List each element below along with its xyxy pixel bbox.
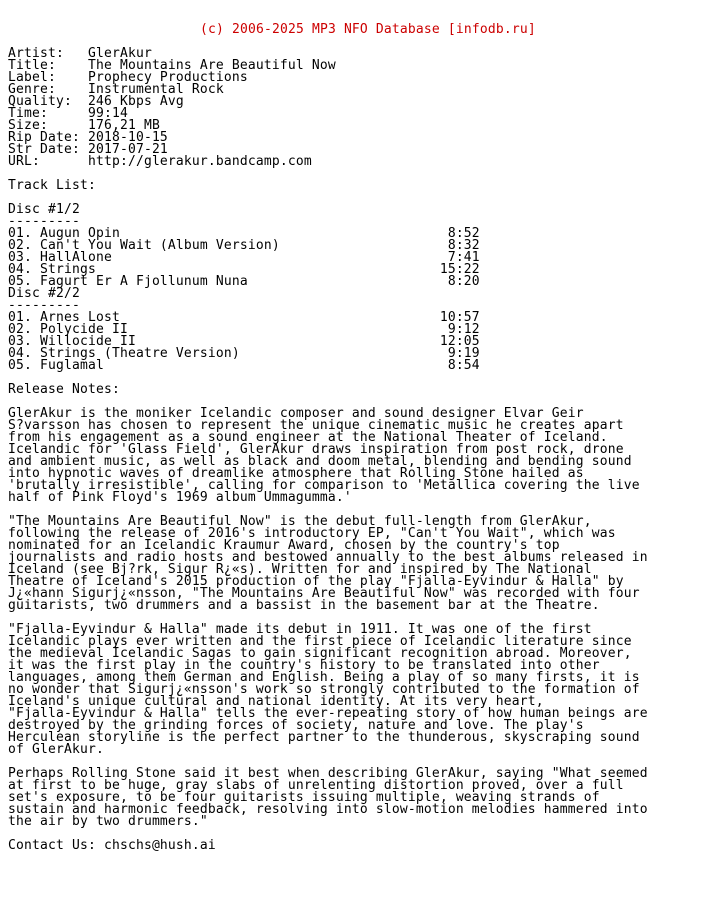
nfo-line: Herculean storyline is the perfect partner to the thunderous, skyscraping sound [8, 730, 640, 745]
nfo-line: 05. Fuglamal 8:54 [8, 358, 480, 373]
nfo-line [8, 192, 728, 204]
nfo-line: 03. Willocide II 12:05 [8, 334, 480, 349]
nfo-line: languages, among them German and English. Being a play of so many firsts, it is [8, 670, 640, 685]
nfo-line: the medieval Icelandic Sagas to gain significant recognition abroad. Moreover, [8, 646, 632, 661]
nfo-line: URL: http://glerakur.bandcamp.com [8, 154, 312, 169]
nfo-line: 01. Augun Opin 8:52 [8, 226, 480, 241]
nfo-line: and ambient music, as well as black and doom metal, blending and bending sound [8, 454, 632, 469]
nfo-line: from his engagement as a sound engineer at the National Theater of Iceland. [8, 430, 608, 445]
nfo-line: no wonder that Sigurj¿«nsson's work so strongly contributed to the formation of [8, 682, 640, 697]
nfo-line: the air by two drummers." [8, 814, 208, 829]
nfo-line: "The Mountains Are Beautiful Now" is the debut full-length from GlerAkur, [8, 514, 592, 529]
nfo-line: Artist: GlerAkur [8, 46, 152, 61]
nfo-line: Genre: Instrumental Rock [8, 82, 224, 97]
nfo-line: half of Pink Floyd's 1969 album Ummagumma.' [8, 490, 352, 505]
nfo-line: set's exposure, to be four guitarists issuing multiple, weaving strands of [8, 790, 600, 805]
nfo-line: Disc #1/2 [8, 202, 80, 217]
nfo-line: into hypnotic waves of dreamlike atmosphere that Rolling Stone hailed as [8, 466, 584, 481]
nfo-line: 01. Arnes Lost 10:57 [8, 310, 480, 325]
nfo-line: Theatre of Iceland's 2015 production of the play "Fjalla-Eyvindur & Halla" by [8, 574, 624, 589]
nfo-line: 02. Can't You Wait (Album Version) 8:32 [8, 238, 480, 253]
nfo-line: 05. Fagurt Er A Fjollunum Nuna 8:20 [8, 274, 480, 289]
nfo-line: Contact Us: chschs@hush.ai [8, 838, 216, 853]
nfo-line: Rip Date: 2018-10-15 [8, 130, 168, 145]
nfo-line: Disc #2/2 [8, 286, 80, 301]
nfo-line: sustain and harmonic feedback, resolving into slow-motion melodies hammered into [8, 802, 648, 817]
nfo-line: --------- [8, 298, 80, 313]
nfo-line: journalists and radio hosts and bestowed annually to the best albums released in [8, 550, 648, 565]
nfo-line: Track List: [8, 178, 96, 193]
nfo-line: Title: The Mountains Are Beautiful Now [8, 58, 336, 73]
nfo-line: destroyed by the grinding forces of society, nature and love. The play's [8, 718, 584, 733]
nfo-line: "Fjalla-Eyvindur & Halla" made its debut in 1911. It was one of the first [8, 622, 592, 637]
copyright-header: (c) 2006-2025 MP3 NFO Database [infodb.ru] [200, 22, 536, 37]
nfo-line: "Fjalla-Eyvindur & Halla" tells the ever-repeating story of how human beings are [8, 706, 648, 721]
nfo-line: Label: Prophecy Productions [8, 70, 248, 85]
nfo-line: --------- [8, 214, 80, 229]
nfo-line: S?varsson has chosen to represent the unique cinematic music he creates apart [8, 418, 624, 433]
nfo-line [8, 168, 728, 180]
nfo-line: Icelandic for 'Glass Field', GlerAkur draws inspiration from post rock, drone [8, 442, 624, 457]
nfo-line: Iceland (see Bj?rk, Sigur R¿«s). Written for and inspired by The National [8, 562, 592, 577]
nfo-line: GlerAkur is the moniker Icelandic composer and sound designer Elvar Geir [8, 406, 584, 421]
nfo-line: Release Notes: [8, 382, 120, 397]
nfo-line: of GlerAkur. [8, 742, 104, 757]
nfo-line: at first to be huge, gray slabs of unrelenting distortion proved, over a full [8, 778, 624, 793]
nfo-line: Size: 176,21 MB [8, 118, 160, 133]
nfo-line: nominated for an Icelandic Kraumur Award, chosen by the country's top [8, 538, 560, 553]
nfo-line: 02. Polycide II 9:12 [8, 322, 480, 337]
nfo-line: Iceland's unique cultural and national identity. At its very heart, [8, 694, 544, 709]
nfo-line: Str Date: 2017-07-21 [8, 142, 168, 157]
nfo-line: J¿«hann Sigurj¿«nsson, "The Mountains Are Beautiful Now" was recorded with four [8, 586, 640, 601]
nfo-line: Quality: 246 Kbps Avg [8, 94, 184, 109]
nfo-line: 'brutally irresistible', calling for comparison to 'Metallica covering the live [8, 478, 640, 493]
nfo-line: guitarists, two drummers and a bassist in the basement bar at the Theatre. [8, 598, 600, 613]
nfo-line: Time: 99:14 [8, 106, 128, 121]
nfo-line: Perhaps Rolling Stone said it best when describing GlerAkur, saying "What seemed [8, 766, 648, 781]
nfo-line: following the release of 2016's introductory EP, "Can't You Wait", which was [8, 526, 616, 541]
nfo-line: Icelandic plays ever written and the first piece of Icelandic literature since [8, 634, 632, 649]
nfo-line: 03. HallAlone 7:41 [8, 250, 480, 265]
nfo-line: 04. Strings (Theatre Version) 9:19 [8, 346, 480, 361]
nfo-line: it was the first play in the country's history to be translated into other [8, 658, 600, 673]
nfo-line: 04. Strings 15:22 [8, 262, 480, 277]
